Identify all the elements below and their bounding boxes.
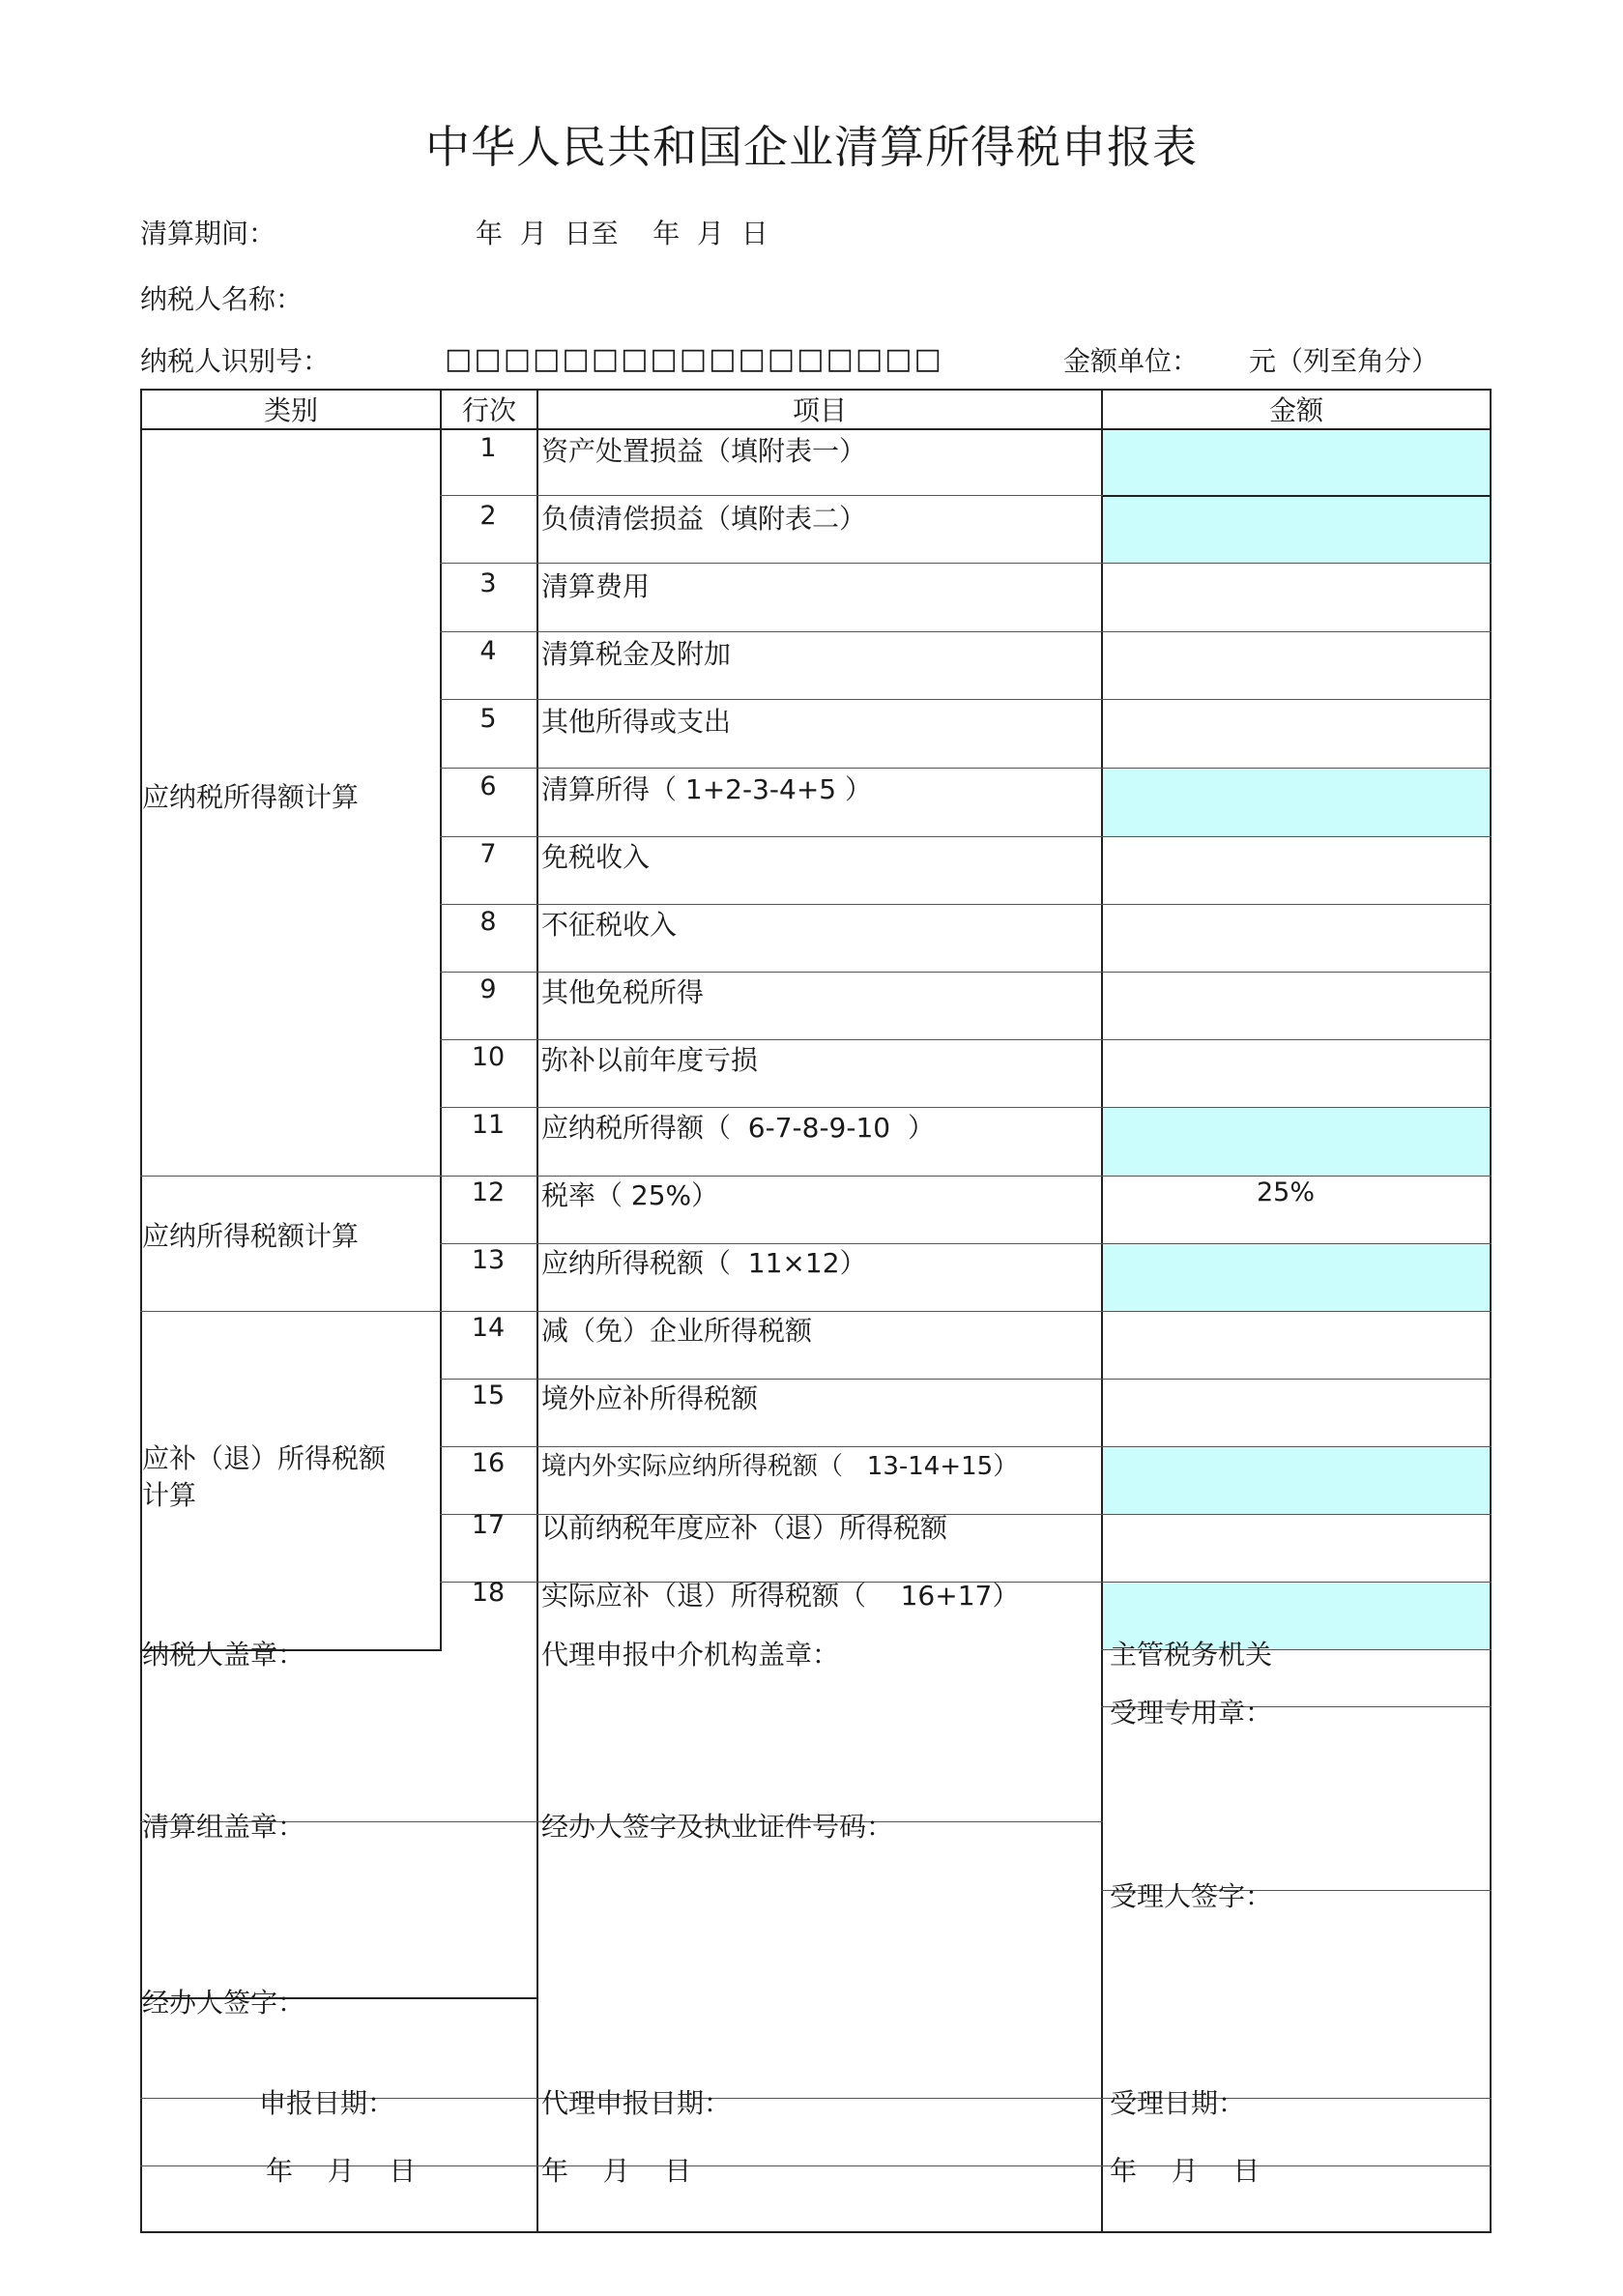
category-sep-2	[140, 1311, 1492, 1312]
row-item: 清算费用	[541, 570, 651, 602]
row-no: 5	[479, 704, 497, 734]
agent-sign-label: 经办人签字及执业证件号码：	[541, 1811, 894, 1843]
taxpayer-id-label: 纳税人识别号：	[140, 345, 331, 377]
row-no: 4	[479, 636, 497, 666]
category-tax-refund: 应补（退）所得税额计算	[142, 1442, 387, 1511]
handler-sign-label: 经办人签字：	[142, 1987, 305, 2019]
row-item: 应纳税所得额（ 6-7-8-9-10 ）	[541, 1112, 935, 1144]
table-bottom-border	[140, 2231, 1492, 2233]
unit-value: 元（列至角分）	[1249, 345, 1439, 377]
amount-highlight-1[interactable]	[1102, 430, 1492, 495]
row-item: 资产处置损益（填附表一）	[541, 435, 867, 467]
taxpayer-seal-label: 纳税人盖章：	[142, 1639, 305, 1671]
row-no: 9	[479, 974, 497, 1004]
row-sep	[440, 631, 1492, 632]
form-title: 中华人民共和国企业清算所得税申报表	[425, 121, 1198, 173]
col-header-item: 项目	[792, 394, 847, 426]
row-no: 7	[479, 839, 497, 869]
amount-highlight-11[interactable]	[1102, 1108, 1492, 1176]
unit-label: 金额单位：	[1063, 345, 1200, 377]
row-sep	[440, 563, 1492, 564]
row-item: 境外应补所得税额	[541, 1382, 759, 1414]
period-label: 清算期间：	[140, 218, 276, 249]
col-header-category: 类别	[263, 394, 318, 426]
row-no: 15	[471, 1381, 506, 1410]
row-item: 以前纳税年度应补（退）所得税额	[541, 1512, 948, 1544]
row-item: 清算所得（ 1+2-3-4+5 ）	[541, 773, 873, 805]
footer-col-line	[536, 1649, 538, 2231]
category-tax-payable: 应纳所得税额计算	[142, 1220, 360, 1252]
amount-highlight-2[interactable]	[1102, 497, 1492, 563]
row-no: 3	[479, 568, 497, 598]
row-item: 境内外实际应纳所得税额（ 13-14+15）	[541, 1452, 1019, 1481]
report-date-value[interactable]: 年 月 日	[266, 2155, 417, 2187]
row-item: 负债清偿损益（填附表二）	[541, 503, 867, 535]
taxpayer-name-label: 纳税人名称：	[140, 283, 304, 315]
row-no: 18	[471, 1578, 506, 1608]
row-item: 清算税金及附加	[541, 638, 732, 670]
receiver-sign-label: 受理人签字：	[1110, 1880, 1273, 1912]
row-sep	[440, 495, 1103, 496]
row-item: 应纳所得税额（ 11×12）	[541, 1247, 867, 1279]
category-sep-1	[140, 1176, 1492, 1177]
row-no: 12	[471, 1177, 506, 1207]
agent-date-label: 代理申报日期：	[541, 2087, 732, 2119]
agent-date-value[interactable]: 年 月 日	[541, 2155, 692, 2187]
row-item: 其他所得或支出	[541, 706, 732, 738]
agent-seal-label: 代理申报中介机构盖章：	[541, 1639, 840, 1671]
row-no: 17	[471, 1510, 506, 1540]
row-no: 11	[471, 1110, 506, 1140]
accept-seal-label: 受理专用章：	[1110, 1697, 1273, 1729]
row-no: 1	[479, 433, 497, 463]
tax-rate-value: 25%	[1257, 1177, 1316, 1207]
col-header-amount: 金额	[1268, 394, 1323, 426]
row-no: 13	[471, 1245, 506, 1275]
amount-highlight-13[interactable]	[1102, 1243, 1492, 1311]
row-no: 16	[471, 1448, 506, 1478]
row-sep	[1101, 495, 1492, 497]
row-no: 2	[479, 501, 497, 531]
row-no: 10	[471, 1042, 506, 1072]
period-value[interactable]: 年 月 日至 年 月 日	[476, 218, 768, 249]
row-no: 14	[471, 1313, 506, 1343]
row-item: 其他免税所得	[541, 976, 705, 1008]
tax-authority-label: 主管税务机关	[1110, 1639, 1273, 1671]
row-item: 不征税收入	[541, 909, 678, 941]
group-seal-label: 清算组盖章：	[142, 1811, 305, 1843]
accept-date-label: 受理日期：	[1110, 2087, 1246, 2119]
row-no: 6	[479, 771, 497, 801]
amount-highlight-6[interactable]	[1102, 769, 1492, 836]
row-item: 实际应补（退）所得税额（ 16+17）	[541, 1580, 1020, 1612]
col-line-no-left	[440, 389, 442, 1649]
row-no: 8	[479, 907, 497, 937]
category-taxable-income: 应纳税所得额计算	[142, 781, 360, 813]
report-date-label: 申报日期：	[259, 2087, 395, 2119]
row-sep	[440, 699, 1492, 700]
row-item: 免税收入	[541, 841, 651, 873]
accept-date-value[interactable]: 年 月 日	[1110, 2155, 1261, 2187]
col-header-row-no: 行次	[461, 394, 516, 426]
row-item: 弥补以前年度亏损	[541, 1044, 759, 1076]
row-item: 税率（ 25%）	[541, 1179, 719, 1211]
row-item: 减（免）企业所得税额	[541, 1315, 813, 1347]
taxpayer-id-boxes[interactable]: □□□□□□□□□□□□□□□□□	[445, 342, 943, 376]
amount-highlight-16[interactable]	[1102, 1446, 1492, 1514]
col-line-amount-left	[1101, 389, 1103, 2231]
